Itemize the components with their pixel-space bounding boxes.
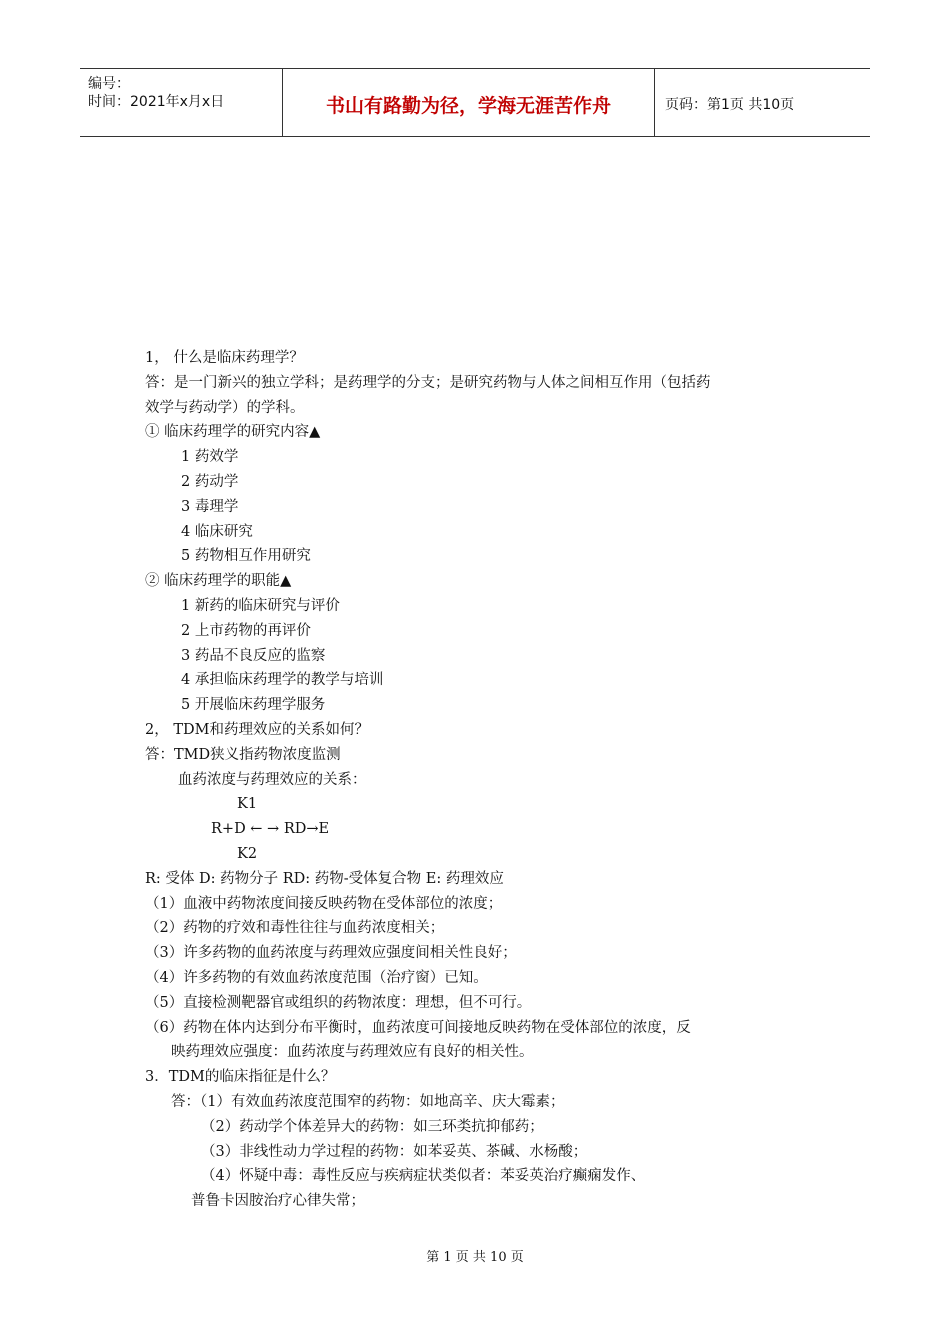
page-footer: 第 1 页 共 10 页: [426, 1250, 524, 1265]
list-item: 3 药品不良反应的监察: [181, 647, 326, 664]
equation-legend: R: 受体 D: 药物分子 RD: 药物-受体复合物 E: 药理效应: [145, 870, 504, 887]
question-heading: 1， 什么是临床药理学？: [145, 350, 304, 366]
list-item: 2 药动学: [181, 473, 239, 490]
page-header: [80, 68, 870, 137]
answer-line: 答：（1）有效血药浓度范围窄的药物：如地高辛、庆大霉素；: [171, 1093, 565, 1110]
header-page-cell: [655, 69, 870, 136]
question-heading: 3．TDM的临床指征是什么？: [145, 1069, 336, 1086]
list-item: 4 临床研究: [181, 523, 253, 540]
section-heading: ① 临床药理学的研究内容▲: [145, 424, 321, 441]
equation-label-k1: K1: [237, 796, 258, 813]
header-motto-cell: [283, 69, 655, 136]
list-item: （1）血液中药物浓度间接反映药物在受体部位的浓度；: [145, 895, 503, 912]
list-item: 1 药效学: [181, 449, 239, 466]
list-item: （2）药物的疗效和毒性往往与血药浓度相关；: [145, 920, 445, 937]
list-item: 3 毒理学: [181, 498, 239, 515]
list-item: 5 药物相互作用研究: [181, 548, 311, 565]
list-item: 2 上市药物的再评价: [181, 622, 311, 639]
list-item: （2）药动学个体差异大的药物：如三环类抗抑郁药；: [201, 1118, 544, 1135]
list-item: （3）许多药物的血药浓度与药理效应强度间相关性良好；: [145, 945, 517, 962]
list-item: 4 承担临床药理学的教学与培训: [181, 672, 384, 689]
answer-line: 血药浓度与药理效应的关系：: [178, 771, 367, 788]
number-label: 编号：: [88, 76, 130, 92]
time-line: 时间：2021年x月x日: [88, 94, 225, 110]
list-item: （5）直接检测靶器官或组织的药物浓度：理想，但不可行。: [145, 994, 532, 1011]
list-item: （4）怀疑中毒：毒性反应与疾病症状类似者：苯妥英治疗癫痫发作、: [201, 1168, 646, 1185]
equation: R+D ← → RD→E: [211, 821, 330, 838]
equation-label-k2: K2: [237, 845, 258, 862]
answer-line: 答：是一门新兴的独立学科；是药理学的分支；是研究药物与人体之间相互作用（包括药: [145, 374, 711, 391]
motto: 书山有路勤为径，学海无涯苦作舟: [325, 95, 611, 117]
list-item: （6）药物在体内达到分布平衡时，血药浓度可间接地反映药物在受体部位的浓度，反: [145, 1019, 691, 1036]
section-heading: ② 临床药理学的职能▲: [145, 573, 292, 590]
list-item: （4）许多药物的有效血药浓度范围（治疗窗）已知。: [145, 969, 488, 986]
list-item: 1 新药的临床研究与评价: [181, 597, 340, 614]
question-heading: 2， TDM和药理效应的关系如何？: [145, 721, 369, 738]
answer-line: 答：TMD狭义指药物浓度监测: [145, 746, 341, 763]
header-info-cell: [80, 69, 283, 136]
page-info: 页码：第1页 共10页: [665, 97, 795, 113]
list-item: （3）非线性动力学过程的药物：如苯妥英、茶碱、水杨酸；: [201, 1143, 588, 1160]
list-item: 5 开展临床药理学服务: [181, 697, 326, 714]
document-body: [145, 346, 815, 1214]
answer-line: 效学与药动学）的学科。: [145, 399, 305, 416]
list-item-continuation: 普鲁卡因胺治疗心律失常；: [191, 1193, 365, 1210]
list-item-continuation: 映药理效应强度：血药浓度与药理效应有良好的相关性。: [171, 1044, 534, 1061]
